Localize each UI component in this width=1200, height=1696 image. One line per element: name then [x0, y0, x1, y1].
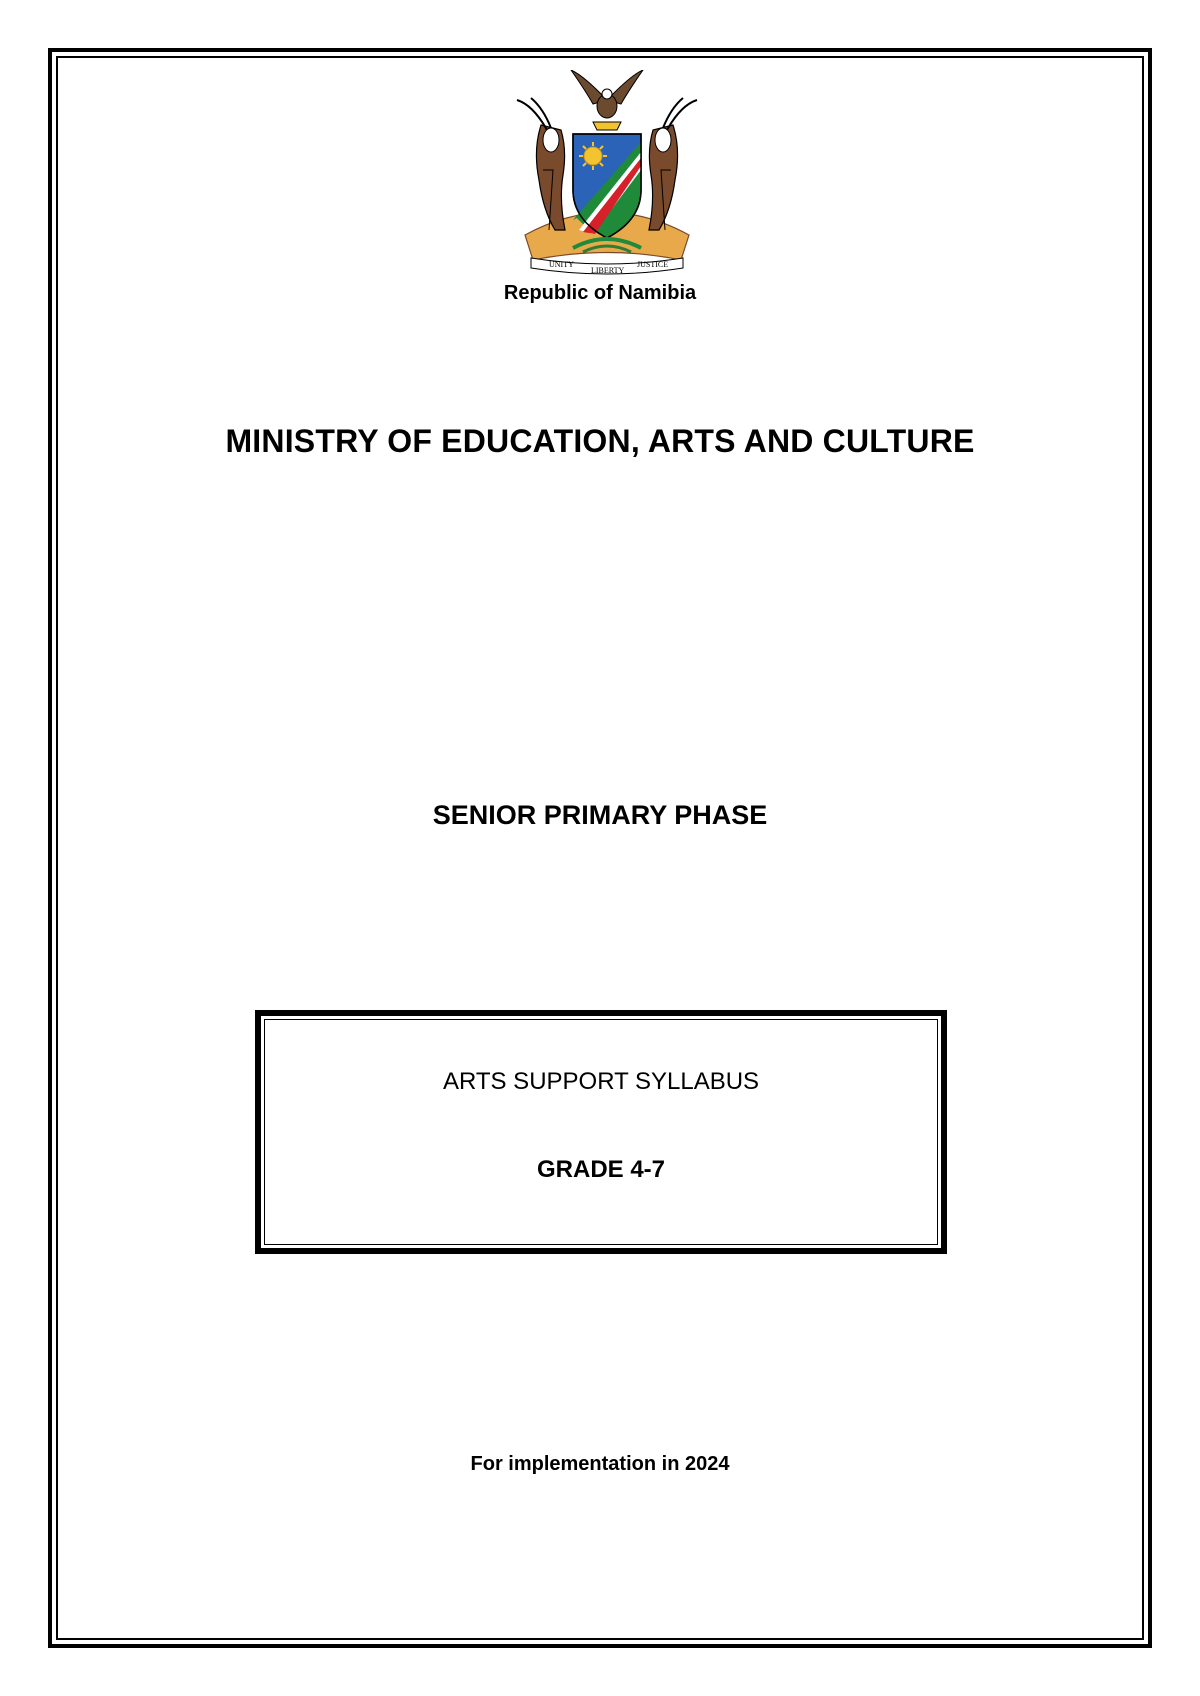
syllabus-grade: GRADE 4-7 — [536, 1156, 666, 1183]
syllabus-name: ARTS SUPPORT SYLLABUS — [442, 1068, 760, 1095]
motto-justice-text: JUSTICE — [637, 260, 669, 269]
syllabus-box — [255, 1010, 947, 1254]
implementation-note: For implementation in 2024 — [470, 1453, 730, 1475]
ministry-title: MINISTRY OF EDUCATION, ARTS AND CULTURE — [225, 423, 975, 459]
phase-title: SENIOR PRIMARY PHASE — [432, 800, 768, 830]
motto-unity-text: UNITY — [549, 260, 574, 269]
motto-liberty-text: LIBERTY — [591, 266, 625, 275]
namibia-coat-of-arms-icon — [513, 70, 701, 280]
country-name: Republic of Namibia — [503, 282, 697, 304]
